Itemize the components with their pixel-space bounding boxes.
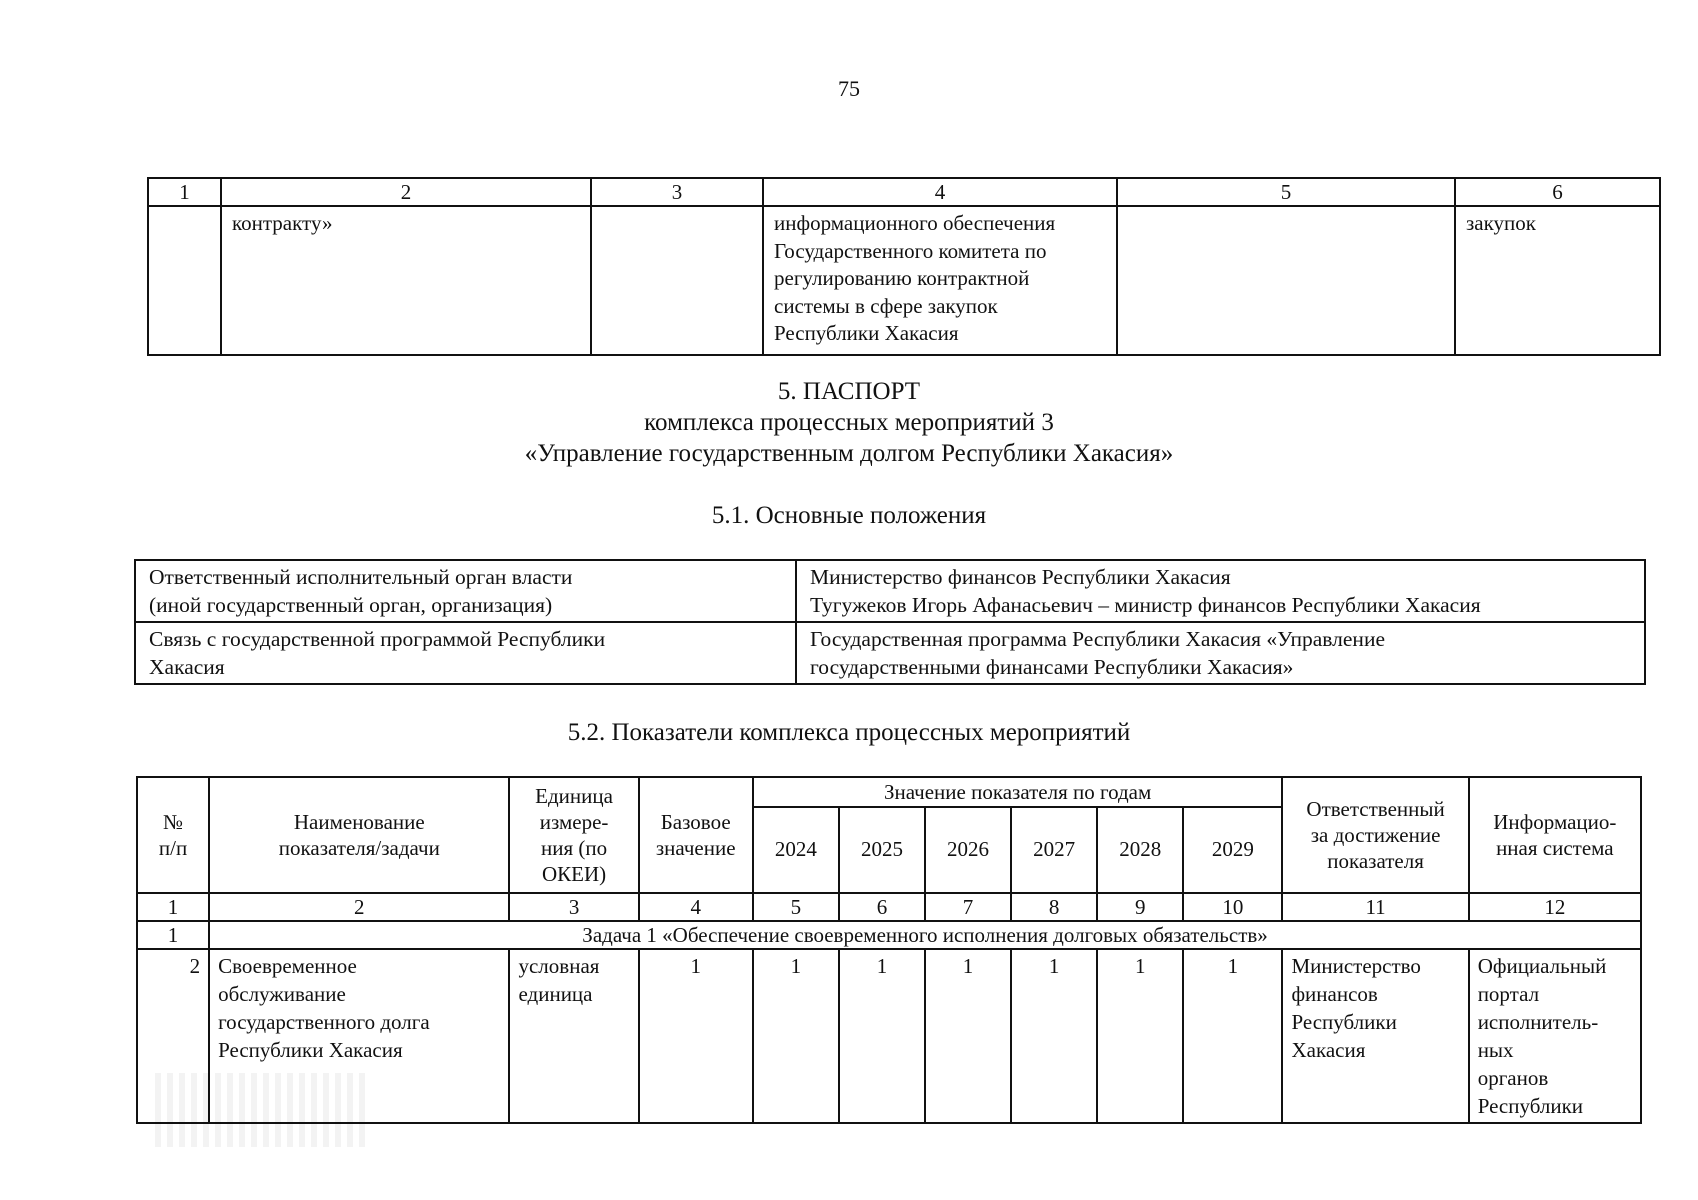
table-cell: контракту» <box>221 206 591 355</box>
section-52-title: 5.2. Показатели комплекса процессных мероприятий <box>567 719 1131 746</box>
cell-line: Республики Хакасия <box>218 1038 403 1062</box>
page-number: 75 <box>838 76 860 101</box>
column-number: 6 <box>839 893 925 921</box>
header-year: 2026 <box>925 807 1011 893</box>
column-number: 2 <box>221 178 591 206</box>
cell-line: портал <box>1477 982 1540 1006</box>
indicators-column-numbers-row <box>137 893 1641 921</box>
provisions-row <box>135 560 1645 622</box>
cell-line: Государственная программа Республики Хакасия «Управление <box>810 627 1385 651</box>
cell-line: Информацио- <box>1493 810 1617 834</box>
table-cell <box>591 206 763 355</box>
passport-program-title: «Управление государственным долгом Республики Хакасия» <box>524 440 1174 467</box>
indicator-year-value: 1 <box>1011 949 1097 1123</box>
cell-line: Наименование <box>293 810 425 834</box>
indicators-table <box>136 776 1642 1124</box>
column-number: 1 <box>148 178 221 206</box>
indicator-unit <box>509 949 638 1123</box>
header-year: 2024 <box>753 807 839 893</box>
header-base <box>639 777 753 893</box>
cell-line: показателя/задачи <box>278 836 440 860</box>
indicator-year-value: 1 <box>753 949 839 1123</box>
column-number: 7 <box>925 893 1011 921</box>
header-years-group: Значение показателя по годам <box>753 777 1283 807</box>
indicator-year-value: 1 <box>1097 949 1183 1123</box>
cell-line: ОКЕИ) <box>541 862 607 886</box>
indicator-year-value: 1 <box>1183 949 1282 1123</box>
cell-line: Единица <box>535 784 613 808</box>
indicator-info-system <box>1469 949 1641 1123</box>
header-year: 2029 <box>1183 807 1282 893</box>
column-number: 12 <box>1469 893 1641 921</box>
column-number: 4 <box>763 178 1117 206</box>
cell-line: (иной государственный орган, организация) <box>149 593 553 617</box>
column-number: 4 <box>639 893 753 921</box>
table-cell <box>1117 206 1455 355</box>
cell-line: Хакасия <box>1291 1038 1366 1062</box>
table-cell: закупок <box>1455 206 1660 355</box>
cell-line: органов <box>1477 1066 1549 1090</box>
provision-label <box>135 622 796 684</box>
cell-line: обслуживание <box>218 982 346 1006</box>
cell-line: информационного обеспечения <box>774 211 1056 235</box>
cell-line: государственного долга <box>218 1010 430 1034</box>
cell-line: Хакасия <box>149 655 225 679</box>
cell-line: ных <box>1477 1038 1514 1062</box>
header-responsible <box>1282 777 1468 893</box>
column-number: 9 <box>1097 893 1183 921</box>
cell-line: условная <box>518 954 600 978</box>
cell-line: Министерство <box>1291 954 1421 978</box>
cell-line: государственными финансами Республики Хакасия» <box>810 655 1294 679</box>
cell-line: Своевременное <box>218 954 357 978</box>
cell-line: измере- <box>539 810 609 834</box>
provisions-row <box>135 622 1645 684</box>
passport-heading: 5. ПАСПОРТ <box>777 378 921 405</box>
passport-subtitle: комплекса процессных мероприятий 3 <box>644 409 1054 436</box>
header-year: 2027 <box>1011 807 1097 893</box>
cell-line: Республики <box>1291 1010 1397 1034</box>
indicator-responsible <box>1282 949 1468 1123</box>
cell-line: Ответственный <box>1306 797 1445 821</box>
column-number: 2 <box>209 893 509 921</box>
indicator-year-value: 1 <box>839 949 925 1123</box>
indicators-header-row <box>137 777 1641 807</box>
provision-value <box>796 622 1645 684</box>
continuation-body-row <box>148 206 1660 355</box>
continuation-header-row <box>148 178 1660 206</box>
provision-value <box>796 560 1645 622</box>
cell-line: Официальный <box>1477 954 1607 978</box>
column-number: 10 <box>1183 893 1282 921</box>
column-number: 5 <box>1117 178 1455 206</box>
continuation-table <box>147 177 1661 356</box>
cell-line: Республики <box>1477 1094 1584 1118</box>
column-number: 11 <box>1282 893 1468 921</box>
header-num <box>137 777 209 893</box>
task-row <box>137 921 1641 949</box>
cell-line: Тугужеков Игорь Афанасьевич – министр финансов Республики Хакасия <box>810 593 1481 617</box>
column-number: 8 <box>1011 893 1097 921</box>
header-year: 2028 <box>1097 807 1183 893</box>
cell-line: № <box>163 810 184 834</box>
cell-line: Государственного комитета по <box>774 238 1047 263</box>
cell-line: п/п <box>158 836 188 860</box>
cell-line: Ответственный исполнительный орган власти <box>149 565 573 589</box>
cell-line: нная система <box>1496 836 1614 860</box>
indicator-year-value: 1 <box>925 949 1011 1123</box>
cell-line: Связь с государственной программой Республики <box>149 627 606 651</box>
table-cell <box>148 206 221 355</box>
cell-line: финансов <box>1291 982 1378 1006</box>
column-number: 6 <box>1455 178 1660 206</box>
section-51-title: 5.1. Основные положения <box>711 502 987 529</box>
scan-artifact <box>155 1073 365 1147</box>
cell-line: Базовое <box>660 810 731 834</box>
table-cell <box>763 206 1117 355</box>
header-info-system <box>1469 777 1641 893</box>
column-number: 3 <box>509 893 638 921</box>
column-number: 5 <box>753 893 839 921</box>
cell-line: значение <box>655 836 736 860</box>
cell-line: Республики Хакасия <box>774 321 959 345</box>
header-unit <box>509 777 638 893</box>
cell-line: исполнитель- <box>1477 1010 1599 1034</box>
provision-label <box>135 560 796 622</box>
cell-line: регулированию контрактной <box>774 266 1030 290</box>
basic-provisions-table <box>134 559 1646 685</box>
column-number: 1 <box>137 893 209 921</box>
cell-line: ния (по <box>541 836 608 860</box>
cell-line: единица <box>518 982 593 1006</box>
header-year: 2025 <box>839 807 925 893</box>
header-name <box>209 777 509 893</box>
indicator-base-value: 1 <box>639 949 753 1123</box>
task-number: 1 <box>137 921 209 949</box>
cell-line: за достижение <box>1310 823 1441 847</box>
cell-line: системы в сфере закупок <box>774 293 998 318</box>
indicator-number: 2 <box>137 949 209 1123</box>
task-title: Задача 1 «Обеспечение своевременного исполнения долговых обязательств» <box>209 921 1641 949</box>
cell-line: Министерство финансов Республики Хакасия <box>810 565 1231 589</box>
column-number: 3 <box>591 178 763 206</box>
cell-line: показателя <box>1327 849 1424 873</box>
